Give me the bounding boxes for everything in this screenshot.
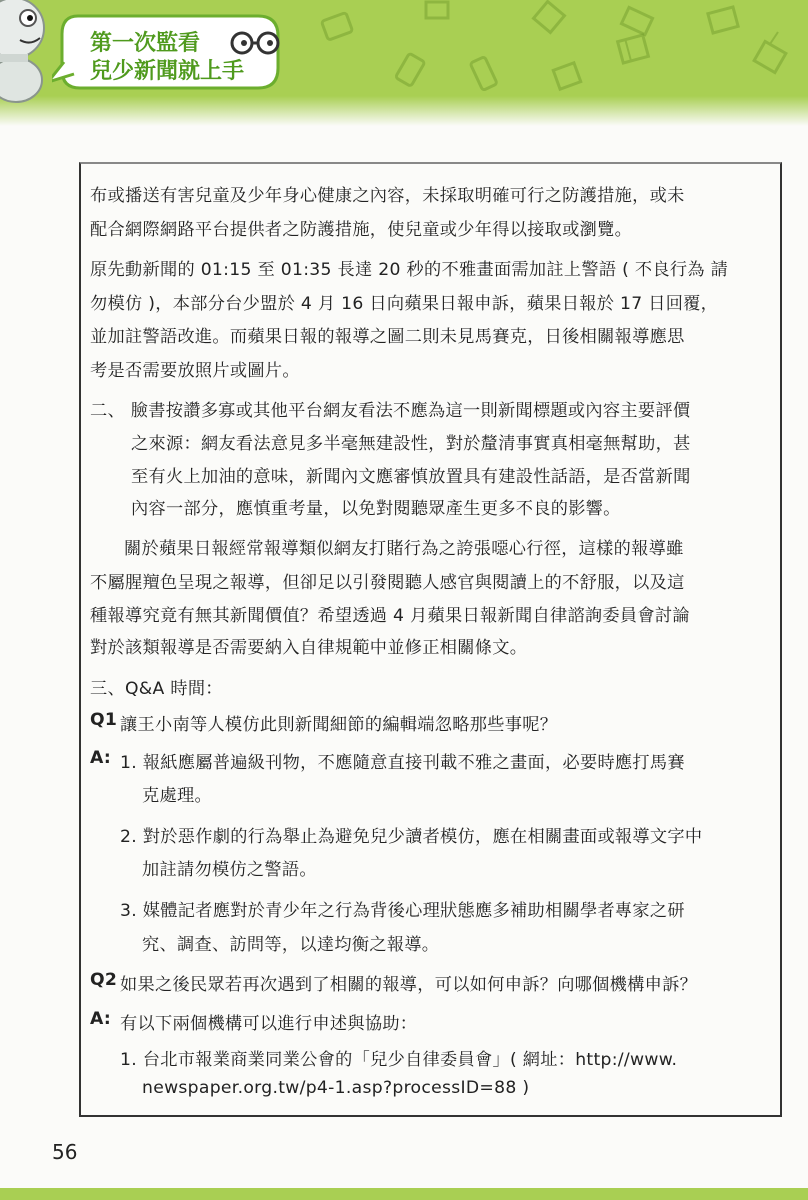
a2-label: A: — [90, 1009, 112, 1029]
body-line-12: 不屬腥羶色呈現之報導，但卻足以引發閱聽人感官與閱讀上的不舒服，以及這 — [90, 573, 685, 593]
header-title-line1: 第一次監看 — [90, 31, 201, 56]
a1-item-2-cont: 加註請勿模仿之警語。 — [142, 860, 317, 880]
footer-band — [0, 1188, 808, 1200]
header-title — [90, 30, 244, 86]
antenna-icon — [750, 30, 794, 80]
tablet-icon — [392, 52, 428, 92]
a1-item-2: 2. 對於惡作劇的行為舉止為避免兒少讀者模仿，應在相關畫面或報導文字中 — [120, 827, 703, 847]
body-line-11: 關於蘋果日報經常報導類似網友打賭行為之誇張噁心行徑，這樣的報導雖 — [124, 539, 684, 559]
body-line-7: 二、 臉書按讚多寡或其他平台網友看法不應為這一則新聞標題或內容主要評價 — [90, 401, 691, 421]
a1-item-3: 3. 媒體記者應對於青少年之行為背後心理狀態應多補助相關學者專家之研 — [120, 901, 685, 921]
mascot-icon — [0, 0, 52, 106]
a1-label: A: — [90, 748, 112, 768]
header-title-line2: 兒少新聞就上手 — [90, 59, 245, 84]
body-line-13: 種報導究竟有無其新聞價值？希望透過 4 月蘋果日報新聞自律諮詢委員會討論 — [90, 606, 690, 626]
a2-item-1-cont: newspaper.org.tw/p4-1.asp?processID=88 ) — [142, 1078, 530, 1098]
newspaper-icon — [528, 0, 572, 40]
body-line-10: 內容一部分，應慎重考量，以免對閱聽眾產生更多不良的影響。 — [131, 499, 621, 519]
body-line-3: 原先動新聞的 01:15 至 01:35 長達 20 秒的不雅畫面需加註上警語 ( 不良行為 請 — [90, 260, 729, 280]
a1-item-1: 1. 報紙應屬普遍級刊物，不應隨意直接刊載不雅之畫面，必要時應打馬賽 — [120, 753, 685, 773]
a2-item-1: 1. 台北市報業商業同業公會的「兒少自律委員會」( 網址：http://www. — [120, 1050, 678, 1070]
body-line-6: 考是否需要放照片或圖片。 — [90, 361, 300, 381]
phone-icon — [468, 52, 502, 96]
tv-icon-2 — [704, 4, 744, 40]
q1-text: 讓王小南等人模仿此則新聞細節的編輯端忽略那些事呢？ — [120, 715, 558, 735]
body-line-14: 對於該類報導是否需要納入自律規範中並修正相關條文。 — [90, 638, 528, 658]
body-line-8: 之來源：網友看法意見多半毫無建設性，對於釐清事實真相毫無幫助，甚 — [131, 434, 691, 454]
q1-label: Q1 — [90, 710, 118, 730]
a1-item-3-cont: 究、調查、訪問等，以達均衡之報導。 — [142, 935, 440, 955]
page-number: 56 — [52, 1140, 78, 1164]
a1-item-1-cont: 克處理。 — [142, 786, 212, 806]
header-fade — [0, 96, 808, 126]
q2-text: 如果之後民眾若再次遇到了相關的報導，可以如何申訴？向哪個機構申訴？ — [120, 975, 698, 995]
qa-heading: 三、Q&A 時間： — [90, 679, 223, 699]
book-icon — [420, 0, 456, 24]
body-line-2: 配合網際網路平台提供者之防護措施，使兒童或少年得以接取或瀏覽。 — [90, 220, 633, 240]
a2-text: 有以下兩個機構可以進行申述與協助： — [120, 1014, 418, 1034]
body-line-4: 勿模仿 )，本部分台少盟於 4 月 16 日向蘋果日報申訴，蘋果日報於 17 日回覆， — [90, 294, 719, 314]
tv-icon — [318, 6, 358, 46]
glasses-icon — [226, 30, 286, 56]
body-line-9: 至有火上加油的意味，新聞內文應審慎放置具有建設性話語，是否當新聞 — [131, 467, 691, 487]
film-icon — [612, 28, 656, 72]
body-line-5: 並加註警語改進。而蘋果日報的報導之圖二則未見馬賽克，日後相關報導應思 — [90, 327, 685, 347]
body-line-1: 布或播送有害兒童及少年身心健康之內容，未採取明確可行之防護措施，或未 — [90, 186, 685, 206]
q2-label: Q2 — [90, 970, 118, 990]
window-icon — [548, 58, 588, 98]
